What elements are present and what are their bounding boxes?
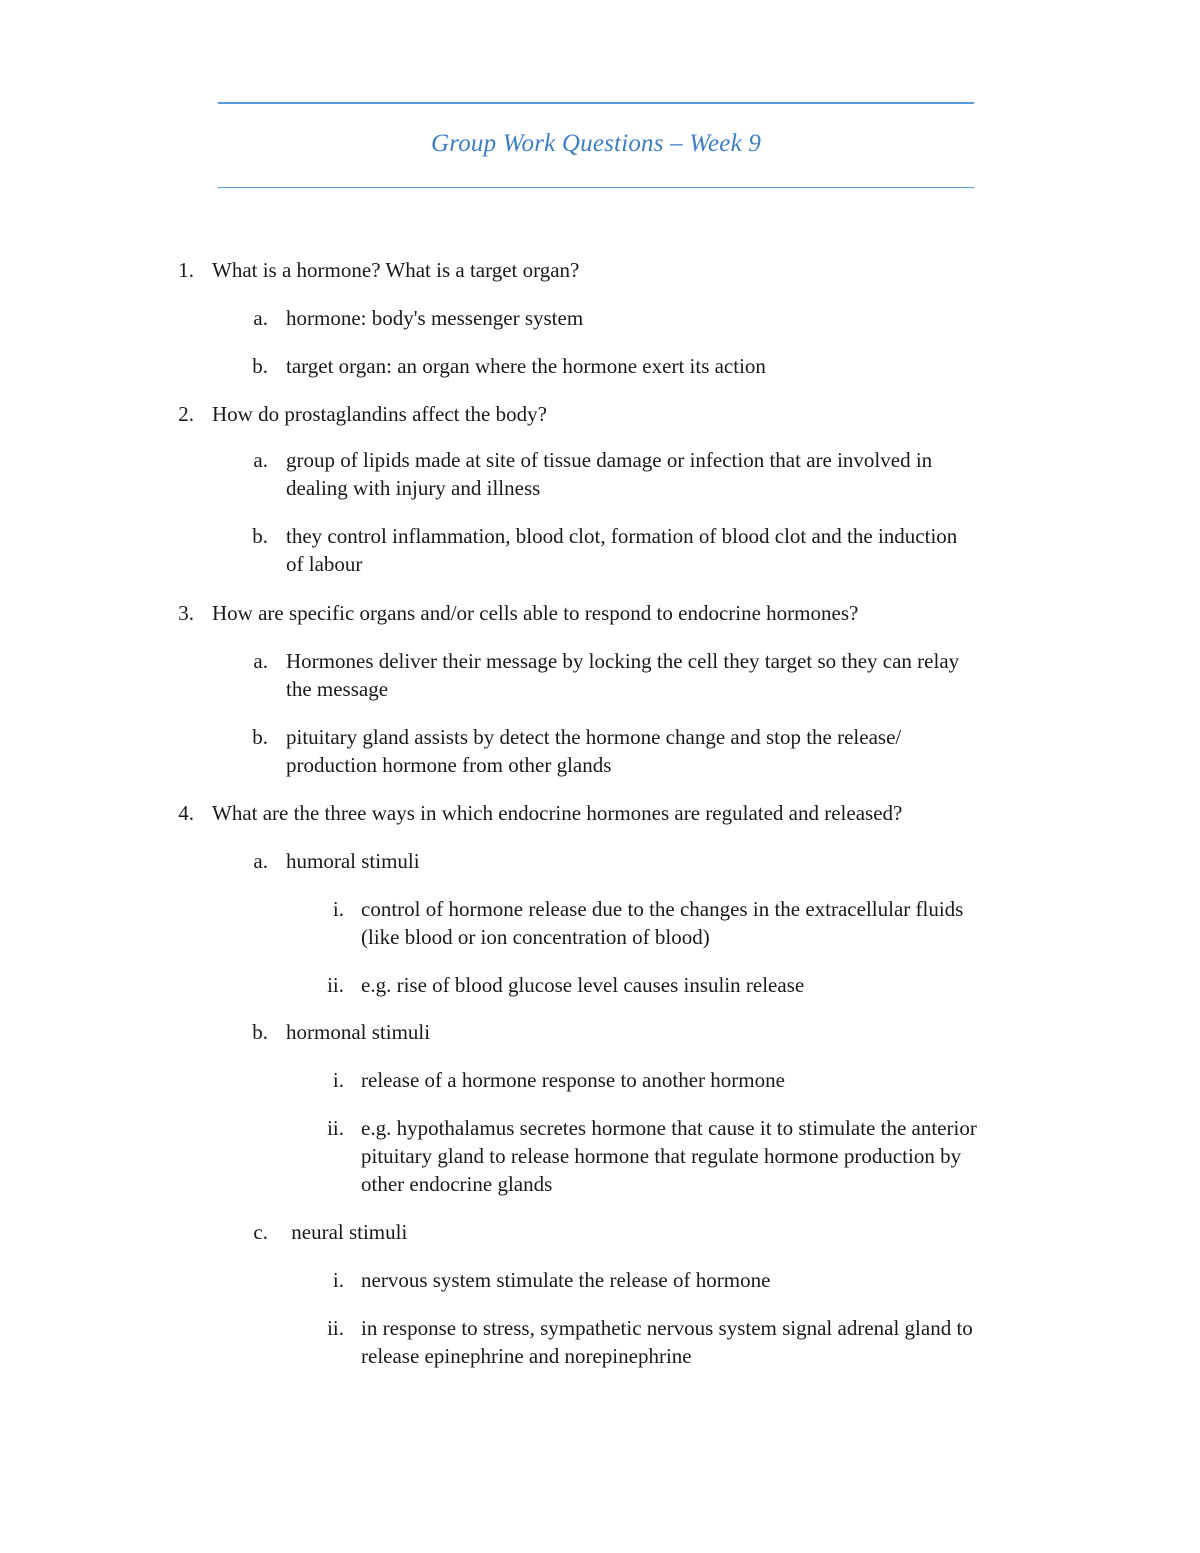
answer-marker: a. [253,306,268,330]
answer-marker: a. [253,448,268,472]
answer-text-continued: the message [286,677,389,701]
answer-marker: a. [253,849,268,873]
answer-text-continued: dealing with injury and illness [286,476,541,500]
question-text: What are the three ways in which endocrine hormones are regulated and released? [212,801,903,825]
question-text: How do prostaglandins affect the body? [212,402,547,426]
answer-marker: b. [252,725,268,749]
sub-answer-marker: ii. [327,1116,344,1140]
answer-text: target organ: an organ where the hormone exert its action [286,354,766,378]
question-number: 1. [178,258,194,282]
sub-answer-marker: i. [332,897,344,921]
sub-answer-text: in response to stress, sympathetic nervous system signal adrenal gland to [361,1316,973,1340]
answer-text: group of lipids made at site of tissue damage or infection that are involved in [286,448,933,472]
question-number: 3. [178,601,194,625]
answer-marker: c. [253,1220,268,1244]
answer-text: humoral stimuli [286,849,420,873]
answer-marker: b. [252,524,268,548]
title-top-rule [218,102,974,104]
answer-text: they control inflammation, blood clot, formation of blood clot and the induction [286,524,958,548]
sub-answer-marker: i. [332,1068,344,1092]
answer-marker: b. [252,354,268,378]
answer-marker: b. [252,1020,268,1044]
page-title: Group Work Questions – Week 9 [430,130,762,157]
question-text: What is a hormone? What is a target organ? [212,258,580,282]
sub-answer-text-continued: (like blood or ion concentration of blood) [361,925,710,949]
sub-answer-text: e.g. rise of blood glucose level causes insulin release [361,973,805,997]
answer-text: Hormones deliver their message by locking the cell they target so they can relay [286,649,960,673]
answer-text: hormonal stimuli [286,1020,431,1044]
sub-answer-text: release of a hormone response to another hormone [361,1068,785,1092]
sub-answer-marker: ii. [327,1316,344,1340]
sub-answer-text-continued: other endocrine glands [361,1172,553,1196]
answer-text: hormone: body's messenger system [286,306,584,330]
sub-answer-text-continued: release epinephrine and norepinephrine [361,1344,692,1368]
question-number: 4. [178,801,194,825]
answer-text: pituitary gland assists by detect the hormone change and stop the release/ [286,725,902,749]
sub-answer-marker: ii. [327,973,344,997]
answer-text: neural stimuli [286,1220,408,1244]
question-number: 2. [178,402,194,426]
question-text: How are specific organs and/or cells able to respond to endocrine hormones? [212,601,859,625]
answer-text-continued: production hormone from other glands [286,753,612,777]
sub-answer-marker: i. [332,1268,344,1292]
sub-answer-text: control of hormone release due to the changes in the extracellular fluids [361,897,964,921]
title-bottom-rule [218,187,974,188]
sub-answer-text: e.g. hypothalamus secretes hormone that cause it to stimulate the anterior [361,1116,977,1140]
sub-answer-text: nervous system stimulate the release of hormone [361,1268,771,1292]
sub-answer-text-continued: pituitary gland to release hormone that regulate hormone production by [361,1144,962,1168]
answer-marker: a. [253,649,268,673]
answer-text-continued: of labour [286,552,363,576]
